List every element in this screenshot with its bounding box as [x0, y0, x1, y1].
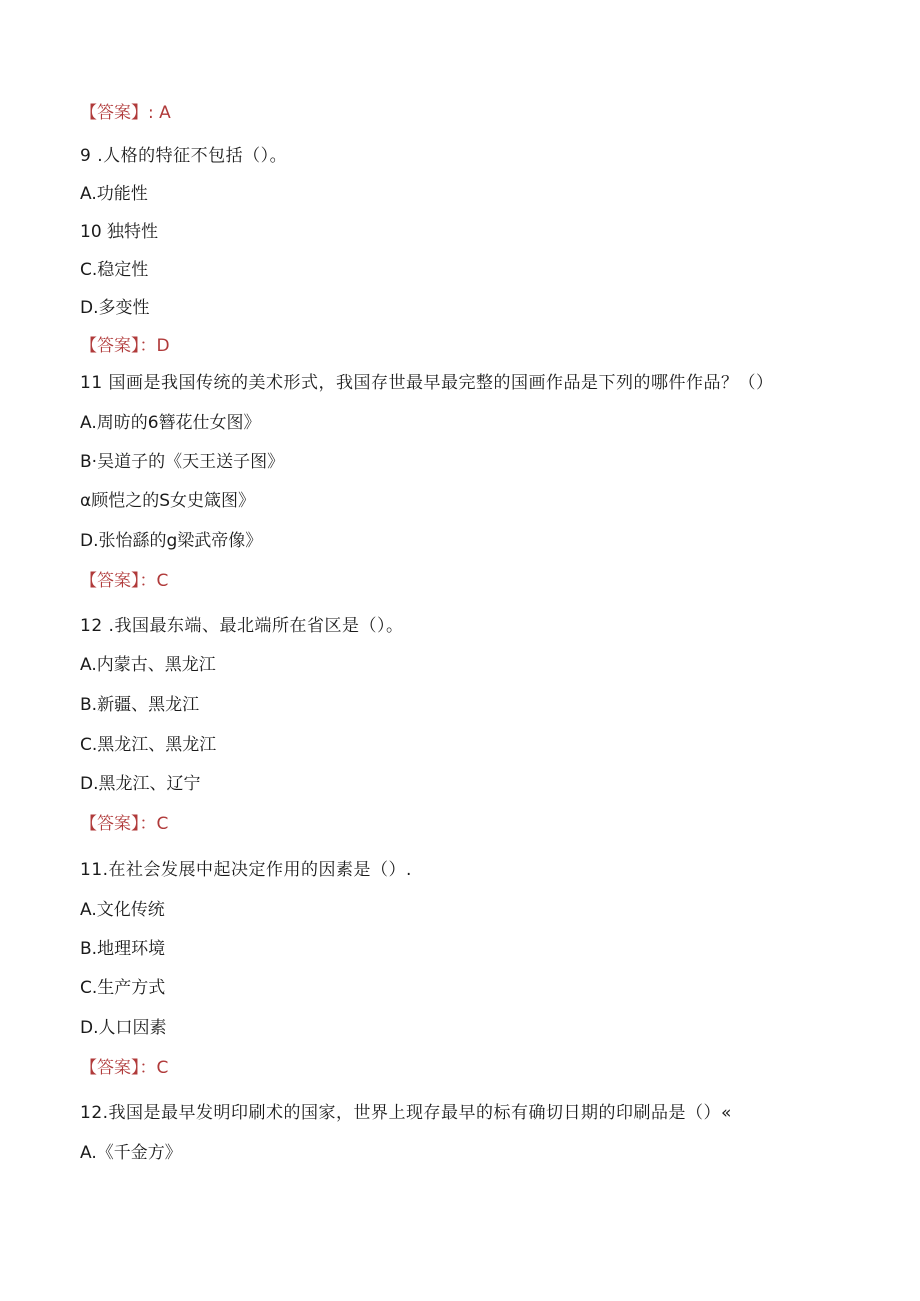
answer-line: 【答案】：D: [80, 336, 170, 356]
question-9-option: D.多变性: [80, 298, 150, 318]
question-11-option: α顾恺之的S女史箴图》: [80, 491, 255, 511]
question-12-stem: 12 .我国最东端、最北端所在省区是（）。: [80, 616, 404, 636]
answer-line: 【答案】: A: [80, 103, 171, 123]
answer-line: 【答案】：C: [80, 571, 169, 591]
question-11b-option: B.地理环境: [80, 939, 166, 959]
question-11-option: B·吴道子的《天王送子图》: [80, 452, 285, 472]
question-12-option: B.新疆、黑龙江: [80, 695, 200, 715]
answer-line: 【答案】：C: [80, 1058, 169, 1078]
question-12-option: D.黑龙江、辽宁: [80, 774, 201, 794]
question-11b-option: A.文化传统: [80, 900, 165, 920]
question-9-stem: 9 .人格的特征不包括（）。: [80, 146, 288, 166]
question-11-stem: 11 国画是我国传统的美术形式，我国存世最早最完整的国画作品是下列的哪件作品？（）: [80, 373, 774, 393]
question-11-option: A.周昉的6簪花仕女图》: [80, 413, 261, 433]
question-9-option: C.稳定性: [80, 260, 149, 280]
answer-line: 【答案】：C: [80, 814, 169, 834]
question-12-option: A.内蒙古、黑龙江: [80, 655, 216, 675]
question-12b-option: A.《千金方》: [80, 1143, 182, 1163]
question-11b-option: D.人口因素: [80, 1018, 167, 1038]
question-11b-option: C.生产方式: [80, 978, 166, 998]
question-12-option: C.黑龙江、黑龙江: [80, 735, 217, 755]
question-11-option: D.张怡繇的g梁武帝像》: [80, 531, 263, 551]
question-9-option: 10 独特性: [80, 222, 159, 242]
question-11b-stem: 11.在社会发展中起决定作用的因素是（）.: [80, 860, 412, 880]
question-12b-stem: 12.我国是最早发明印刷术的国家，世界上现存最早的标有确切日期的印刷品是（）«: [80, 1103, 732, 1123]
question-9-option: A.功能性: [80, 184, 148, 204]
